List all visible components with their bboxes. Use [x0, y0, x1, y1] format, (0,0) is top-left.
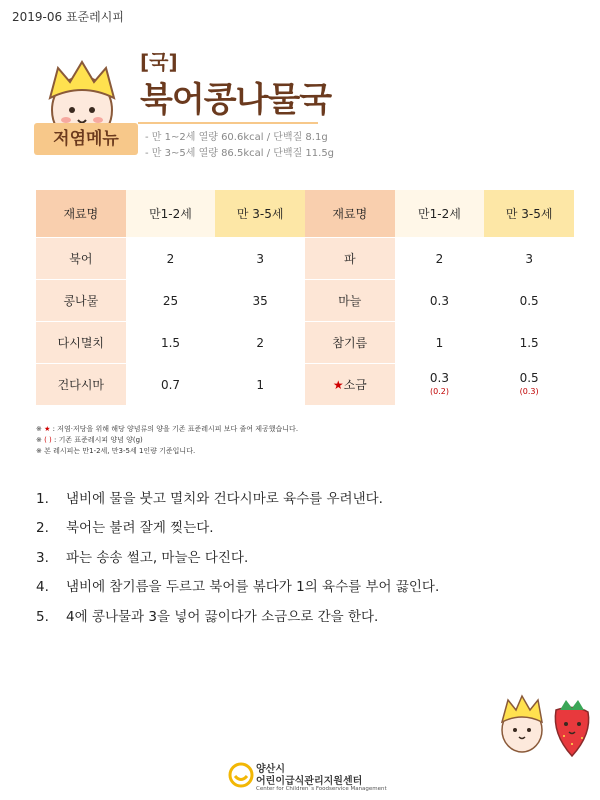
amount-1-2: 0.3: [395, 280, 485, 322]
document-date: 2019-06 표준레시피: [12, 10, 124, 24]
amount-1-2: 2: [395, 238, 485, 280]
list-item: [36, 577, 439, 606]
amount-1-2: 25: [126, 280, 216, 322]
title-underline: [138, 122, 318, 124]
note-line: [36, 424, 298, 435]
mascot-pair-icon: [494, 690, 594, 760]
step-number: 5.: [36, 608, 49, 625]
low-sodium-badge: 저염메뉴: [34, 123, 138, 155]
salt-original-amount: (0.3): [519, 386, 539, 396]
amount-1-2: [395, 364, 485, 406]
footer-org-name: 어린이급식관리지원센터: [256, 776, 363, 787]
ingredient-name: 다시멸치: [36, 322, 126, 364]
step-number: 2.: [36, 520, 49, 537]
list-item: [36, 607, 439, 636]
amount-3-5: 2: [215, 322, 305, 364]
table-row: [36, 322, 574, 364]
nutrition-3-5: - 만 3~5세 열량 86.5kcal / 단백질 11.5g: [145, 148, 335, 159]
step-text: 4에 콩나물과 3을 넣어 끓이다가 소금으로 간을 한다.: [66, 608, 379, 625]
list-item: [36, 518, 439, 547]
step-text: 냄비에 참기름을 두르고 북어를 볶다가 1의 육수를 부어 끓인다.: [66, 579, 440, 596]
table-header-cell: 재료명: [305, 190, 395, 238]
note-line: ※ 본 레시피는 만1-2세, 만3-5세 1인량 기준입니다.: [36, 447, 196, 455]
ingredient-name: 건다시마: [36, 364, 126, 406]
amount-1-2: 1: [395, 322, 485, 364]
step-text: 냄비에 물을 붓고 멸치와 건다시마로 육수를 우려낸다.: [66, 491, 383, 507]
egg-mascot-icon: [502, 696, 542, 752]
note-prefix: ※: [36, 436, 45, 444]
list-item: [36, 489, 439, 518]
ingredient-name-salt: [305, 364, 395, 406]
table-header-cell: 만 3-5세: [215, 190, 305, 238]
table-header-cell: 만1-2세: [126, 190, 216, 238]
star-icon: ★: [332, 378, 344, 392]
star-icon: ★: [44, 425, 51, 433]
footer-org-english: Center for Children`s Foodservice Management: [256, 786, 387, 792]
recipe-title: 북어콩나물국: [140, 80, 332, 120]
recipe-category: [국]: [140, 50, 178, 74]
salt-label: 소금: [343, 378, 367, 392]
amount-3-5: 1.5: [484, 322, 574, 364]
note-line: [36, 435, 298, 446]
note-text: : 기존 표준레시피 양념 양(g): [51, 436, 143, 444]
amount-3-5: 3: [215, 238, 305, 280]
ingredient-name: 콩나물: [36, 280, 126, 322]
amount-3-5: 3: [484, 238, 574, 280]
amount-3-5: 1: [215, 364, 305, 406]
smile-logo-icon: [228, 762, 254, 788]
ingredient-name: 마늘: [305, 280, 395, 322]
table-header-cell: 만 3-5세: [484, 190, 574, 238]
nutrition-1-2: - 만 1~2세 열량 60.6kcal / 단백질 8.1g: [145, 132, 328, 143]
salt-original-amount: (0.2): [429, 386, 449, 396]
amount-1-2: 1.5: [126, 322, 216, 364]
table-header-cell: 재료명: [36, 190, 126, 238]
ingredient-name: 참기름: [305, 322, 395, 364]
table-header-cell: 만1-2세: [395, 190, 485, 238]
note-prefix: ※: [36, 425, 45, 433]
salt-amount: 0.3: [429, 370, 449, 385]
table-notes: [36, 424, 298, 457]
footer-org-city: 양산시: [256, 764, 285, 775]
table-header-row: [36, 190, 574, 238]
amount-3-5: [484, 364, 574, 406]
ingredient-name: 북어: [36, 238, 126, 280]
table-row: [36, 364, 574, 406]
amount-1-2: 0.7: [126, 364, 216, 406]
amount-1-2: 2: [126, 238, 216, 280]
salt-amount: 0.5: [519, 370, 539, 385]
recipe-steps: [36, 489, 439, 636]
amount-3-5: 35: [215, 280, 305, 322]
note-mark: ( ): [44, 436, 52, 444]
step-text: 북어는 불려 잘게 찢는다.: [66, 520, 214, 537]
strawberry-mascot-icon: [555, 700, 588, 756]
table-row: [36, 280, 574, 322]
ingredient-table: [36, 190, 574, 406]
ingredient-name: 파: [305, 238, 395, 280]
step-number: 1.: [36, 491, 49, 507]
note-text: : 저염·저당을 위해 해당 양념류의 양을 기존 표준레시피 보다 줄여 제공했습니다.: [50, 425, 299, 433]
amount-3-5: 0.5: [484, 280, 574, 322]
list-item: [36, 548, 439, 577]
step-number: 4.: [36, 579, 49, 596]
step-text: 파는 송송 썰고, 마늘은 다진다.: [66, 549, 249, 566]
step-number: 3.: [36, 549, 49, 566]
table-row: [36, 238, 574, 280]
